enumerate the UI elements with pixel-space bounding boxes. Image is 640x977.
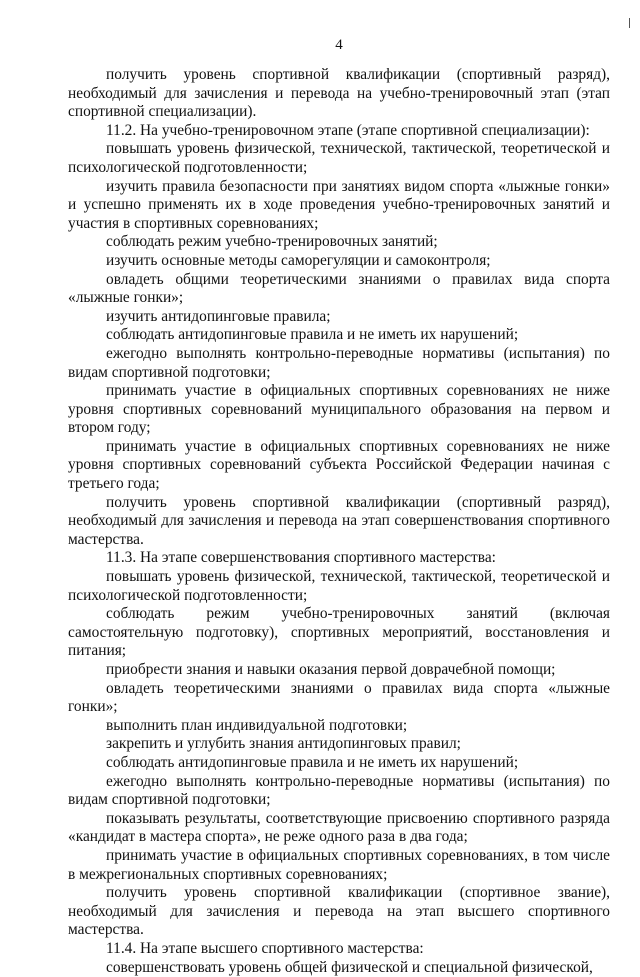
section-heading: 11.2. На учебно-тренировочном этапе (этапе спортивной специализации):: [68, 122, 610, 141]
paragraph: соблюдать режим учебно-тренировочных занятий;: [68, 233, 610, 252]
paragraph: принимать участие в официальных спортивных соревнованиях, в том числе в межрегиональных спортивных соревнованиях;: [68, 847, 610, 884]
paragraph: ежегодно выполнять контрольно-переводные нормативы (испытания) по видам спортивной подготовки;: [68, 773, 610, 810]
scan-mark: [629, 18, 630, 28]
paragraph: получить уровень спортивной квалификации (спортивный разряд), необходимый для зачисления и перевода на этап совершенствования спортивного мастерства.: [68, 494, 610, 550]
paragraph: выполнить план индивидуальной подготовки;: [68, 717, 610, 736]
paragraph: приобрести знания и навыки оказания первой доврачебной помощи;: [68, 661, 610, 680]
paragraph: совершенствовать уровень общей физической и специальной физической,: [68, 959, 610, 977]
section-heading: 11.4. На этапе высшего спортивного мастерства:: [68, 940, 610, 959]
paragraph: изучить правила безопасности при занятиях видом спорта «лыжные гонки» и успешно применять их в ходе проведения учебно-тренировочных занятий и участия в спортивных соревнованиях;: [68, 178, 610, 234]
paragraph: соблюдать режим учебно-тренировочных занятий (включая самостоятельную подготовку), спортивных мероприятий, восстановления и питания;: [68, 605, 610, 661]
paragraph: овладеть теоретическими знаниями о правилах вида спорта «лыжные гонки»;: [68, 680, 610, 717]
paragraph: овладеть общими теоретическими знаниями о правилах вида спорта «лыжные гонки»;: [68, 271, 610, 308]
page-number: 4: [68, 36, 610, 54]
paragraph: повышать уровень физической, технической, тактической, теоретической и психологической подготовленности;: [68, 568, 610, 605]
paragraph: соблюдать антидопинговые правила и не иметь их нарушений;: [68, 326, 610, 345]
paragraph: соблюдать антидопинговые правила и не иметь их нарушений;: [68, 754, 610, 773]
paragraph: изучить основные методы саморегуляции и самоконтроля;: [68, 252, 610, 271]
section-heading: 11.3. На этапе совершенствования спортивного мастерства:: [68, 549, 610, 568]
document-body: [68, 66, 610, 977]
paragraph: изучить антидопинговые правила;: [68, 308, 610, 327]
paragraph: показывать результаты, соответствующие присвоению спортивного разряда «кандидат в мастера спорта», не реже одного раза в два года;: [68, 810, 610, 847]
paragraph: принимать участие в официальных спортивных соревнованиях не ниже уровня спортивных соревнований муниципального образования на первом и втором году;: [68, 382, 610, 438]
paragraph: закрепить и углубить знания антидопинговых правил;: [68, 735, 610, 754]
paragraph: ежегодно выполнять контрольно-переводные нормативы (испытания) по видам спортивной подготовки;: [68, 345, 610, 382]
paragraph: повышать уровень физической, технической, тактической, теоретической и психологической подготовленности;: [68, 140, 610, 177]
paragraph: получить уровень спортивной квалификации (спортивное звание), необходимый для зачисления и перевода на этап высшего спортивного мастерства.: [68, 884, 610, 940]
paragraph: получить уровень спортивной квалификации (спортивный разряд), необходимый для зачисления и перевода на учебно-тренировочный этап (этап спортивной специализации).: [68, 66, 610, 122]
paragraph: принимать участие в официальных спортивных соревнованиях не ниже уровня спортивных соревнований субъекта Российской Федерации начиная с третьего года;: [68, 438, 610, 494]
